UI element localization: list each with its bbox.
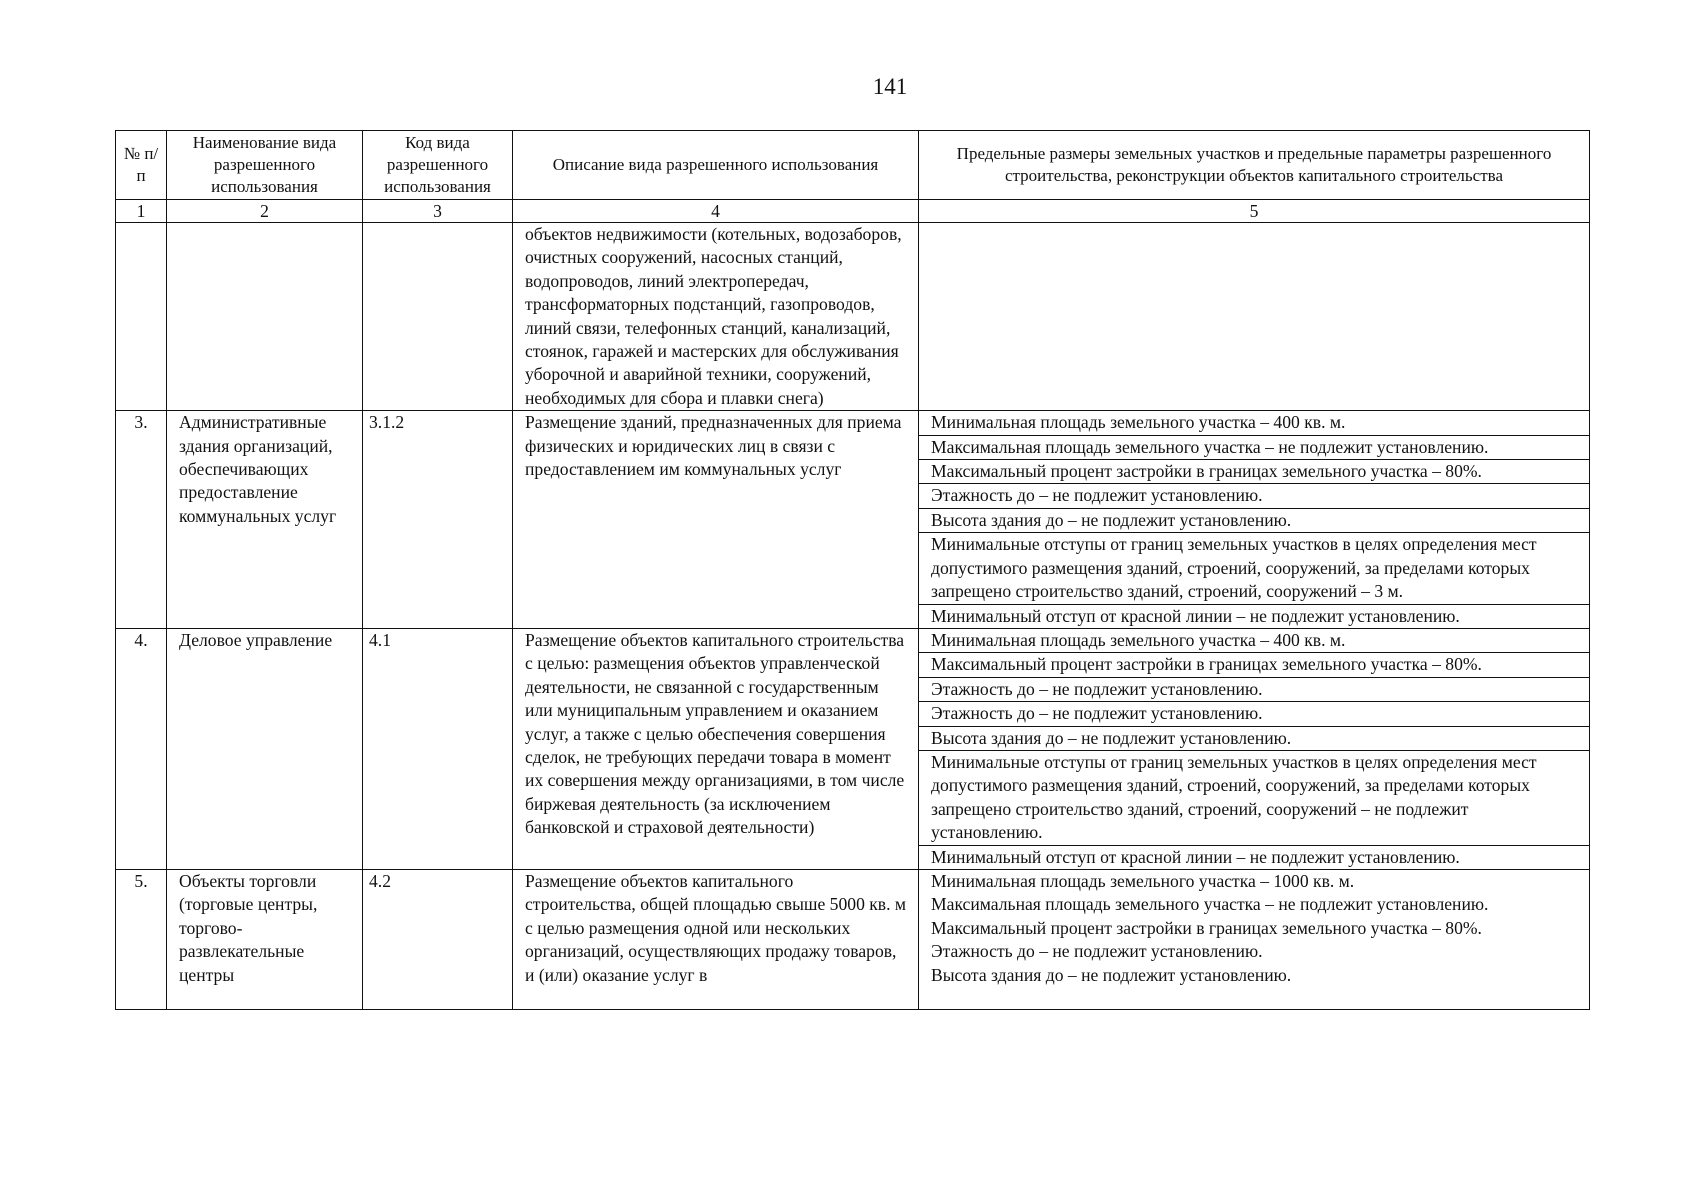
parameter-line: Минимальная площадь земельного участка – 400 кв. м. <box>919 629 1589 653</box>
use-name: Административные здания организаций, обеспечивающих предоставление коммунальных услуг <box>167 411 363 629</box>
header-row <box>116 131 1590 200</box>
parameter-line: Минимальный отступ от красной линии – не подлежит установлению. <box>931 846 1460 867</box>
permitted-use-table <box>115 130 1590 1010</box>
parameter-line: Максимальный процент застройки в границах земельного участка – 80%. <box>931 917 1482 938</box>
use-description: объектов недвижимости (котельных, водозаборов, очистных сооружений, насосных станций, водопроводов, линий электропередач, трансформаторных подстанций, газопроводов, линий связи, телефонных станций, канализаций, стоянок, гаражей и мастерских для обслуживания уборочной и аварийной техники, сооружений, необходимых для сбора и плавки снега) <box>513 223 919 411</box>
parameter-line: Этажность до – не подлежит установлению. <box>919 702 1589 726</box>
parameter-line: Этажность до – не подлежит установлению. <box>931 941 1263 962</box>
use-parameters <box>919 411 1590 629</box>
parameter-line: Минимальная площадь земельного участка – 400 кв. м. <box>919 411 1589 435</box>
parameter-line: Высота здания до – не подлежит установлению. <box>931 964 1292 985</box>
use-code: 3.1.2 <box>363 411 513 629</box>
row-number: 3. <box>116 411 167 629</box>
header-col-name: Наименование вида разрешенного использования <box>167 131 363 200</box>
column-number: 1 <box>116 200 167 223</box>
row-number: 4. <box>116 628 167 869</box>
column-number: 3 <box>363 200 513 223</box>
parameter-line: Максимальная площадь земельного участка – не подлежит установлению. <box>919 436 1589 460</box>
column-numbers-row <box>116 200 1590 223</box>
parameter-line: Минимальные отступы от границ земельных участков в целях определения мест допустимого размещения зданий, строений, сооружений, за пределами которых запрещено строительство зданий, строений, сооружений – 3 м. <box>919 533 1589 604</box>
use-code: 4.1 <box>363 628 513 869</box>
table-row <box>116 411 1590 629</box>
use-description: Размещение зданий, предназначенных для приема физических и юридических лиц в связи с предоставлением им коммунальных услуг <box>513 411 919 629</box>
table-row <box>116 628 1590 869</box>
parameter-line: Высота здания до – не подлежит установлению. <box>919 509 1589 533</box>
parameter-line: Минимальная площадь земельного участка – 1000 кв. м. <box>931 870 1355 891</box>
use-description: Размещение объектов капитального строительства, общей площадью свыше 5000 кв. м с целью размещения одной или нескольких организаций, осуществляющих продажу товаров, и (или) оказание услуг в <box>513 869 919 1009</box>
parameter-line: Минимальный отступ от красной линии – не подлежит установлению. <box>931 605 1460 626</box>
row-number: 5. <box>116 869 167 1009</box>
header-col-code: Код вида разрешенного использования <box>363 131 513 200</box>
header-col-description: Описание вида разрешенного использования <box>513 131 919 200</box>
use-parameters <box>919 869 1590 1009</box>
parameter-line: Этажность до – не подлежит установлению. <box>919 484 1589 508</box>
header-col-parameters: Предельные размеры земельных участков и предельные параметры разрешенного строительства, реконструкции объектов капитального строительства <box>919 131 1590 200</box>
parameter-line: Высота здания до – не подлежит установлению. <box>919 727 1589 751</box>
use-name: Деловое управление <box>167 628 363 869</box>
use-name: Объекты торговли (торговые центры, торгово-развлекательные центры <box>167 869 363 1009</box>
parameter-line: Максимальный процент застройки в границах земельного участка – 80%. <box>919 653 1589 677</box>
column-number: 2 <box>167 200 363 223</box>
parameter-line: Этажность до – не подлежит установлению. <box>919 678 1589 702</box>
page-number: 141 <box>872 74 908 99</box>
column-number: 5 <box>919 200 1590 223</box>
header-col-number: № п/п <box>116 131 167 200</box>
table-row <box>116 869 1590 1009</box>
parameter-line: Минимальные отступы от границ земельных участков в целях определения мест допустимого размещения зданий, строений, сооружений, за пределами которых запрещено строительство зданий, строений, сооружений – не подлежит установлению. <box>919 751 1589 846</box>
use-code: 4.2 <box>363 869 513 1009</box>
table-row <box>116 223 1590 411</box>
use-description: Размещение объектов капитального строительства с целью: размещения объектов управленческой деятельности, не связанной с государственным или муниципальным управлением и оказанием услуг, а также с целью обеспечения совершения сделок, не требующих передачи товара в момент их совершения между организациями, в том числе биржевая деятельность (за исключением банковской и страховой деятельности) <box>513 628 919 869</box>
use-code <box>363 223 513 411</box>
use-parameters <box>919 628 1590 869</box>
parameter-line: Максимальный процент застройки в границах земельного участка – 80%. <box>919 460 1589 484</box>
use-name <box>167 223 363 411</box>
parameter-line: Максимальная площадь земельного участка – не подлежит установлению. <box>931 894 1489 915</box>
column-number: 4 <box>513 200 919 223</box>
use-parameters <box>919 223 1590 411</box>
row-number <box>116 223 167 411</box>
